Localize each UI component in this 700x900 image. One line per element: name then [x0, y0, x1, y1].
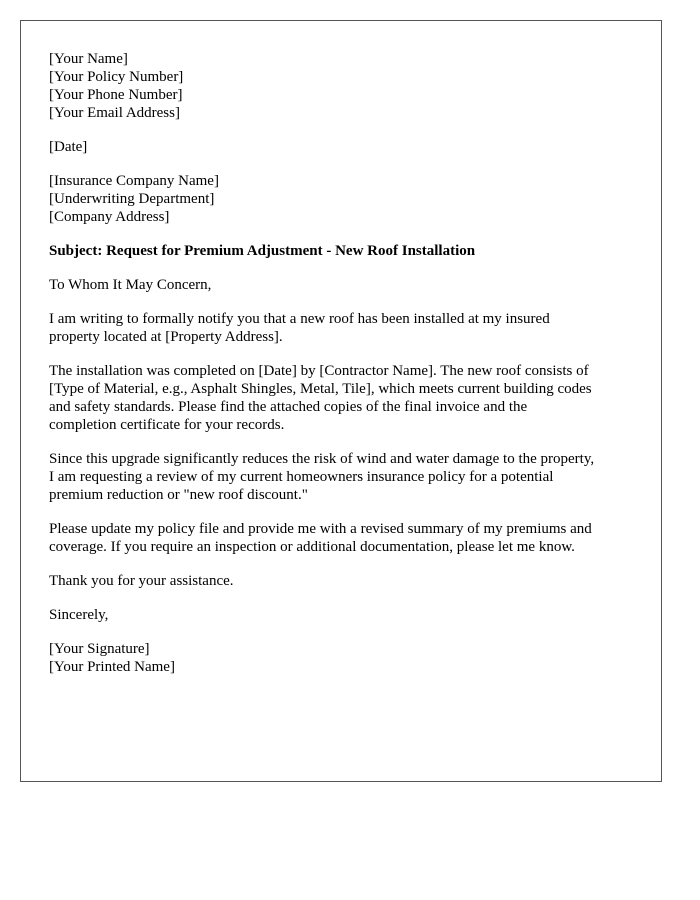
recipient-department: [Underwriting Department]	[49, 191, 215, 207]
body-paragraph-4	[49, 520, 639, 556]
recipient-address: [Company Address]	[49, 209, 170, 225]
date-block	[49, 138, 639, 156]
sender-policy-number: [Your Policy Number]	[49, 69, 184, 85]
subject-line: Subject: Request for Premium Adjustment - New Roof Installation	[49, 243, 476, 259]
paragraph-line: Since this upgrade significantly reduces the risk of wind and water damage to the property,	[49, 451, 595, 467]
salutation: To Whom It May Concern,	[49, 277, 212, 293]
paragraph-line: completion certificate for your records.	[49, 417, 285, 433]
paragraph-line: I am requesting a review of my current homeowners insurance policy for a potential	[49, 469, 554, 485]
recipient-block	[49, 172, 639, 226]
paragraph-line: [Type of Material, e.g., Asphalt Shingles, Metal, Tile], which meets current building codes	[49, 381, 592, 397]
thanks-line: Thank you for your assistance.	[49, 573, 234, 589]
sender-phone: [Your Phone Number]	[49, 87, 183, 103]
paragraph-line: I am writing to formally notify you that a new roof has been installed at my insured	[49, 311, 550, 327]
paragraph-line: premium reduction or "new roof discount."	[49, 487, 308, 503]
letter-date: [Date]	[49, 139, 88, 155]
signature-block	[49, 640, 639, 676]
paragraph-line: and safety standards. Please find the attached copies of the final invoice and the	[49, 399, 528, 415]
body-paragraph-3	[49, 450, 639, 504]
body-paragraph-2	[49, 362, 639, 434]
recipient-company: [Insurance Company Name]	[49, 173, 219, 189]
paragraph-line: coverage. If you require an inspection or additional documentation, please let me know.	[49, 539, 575, 555]
paragraph-line: Please update my policy file and provide me with a revised summary of my premiums and	[49, 521, 592, 537]
signature-placeholder: [Your Signature]	[49, 641, 150, 657]
paragraph-line: The installation was completed on [Date] by [Contractor Name]. The new roof consists of	[49, 363, 589, 379]
letter-content	[49, 50, 639, 692]
letter-page	[20, 20, 662, 782]
paragraph-line: property located at [Property Address].	[49, 329, 283, 345]
printed-name: [Your Printed Name]	[49, 659, 175, 675]
closing-line: Sincerely,	[49, 607, 109, 623]
sender-name: [Your Name]	[49, 51, 128, 67]
sender-block	[49, 50, 639, 122]
body-paragraph-1	[49, 310, 639, 346]
sender-email: [Your Email Address]	[49, 105, 180, 121]
